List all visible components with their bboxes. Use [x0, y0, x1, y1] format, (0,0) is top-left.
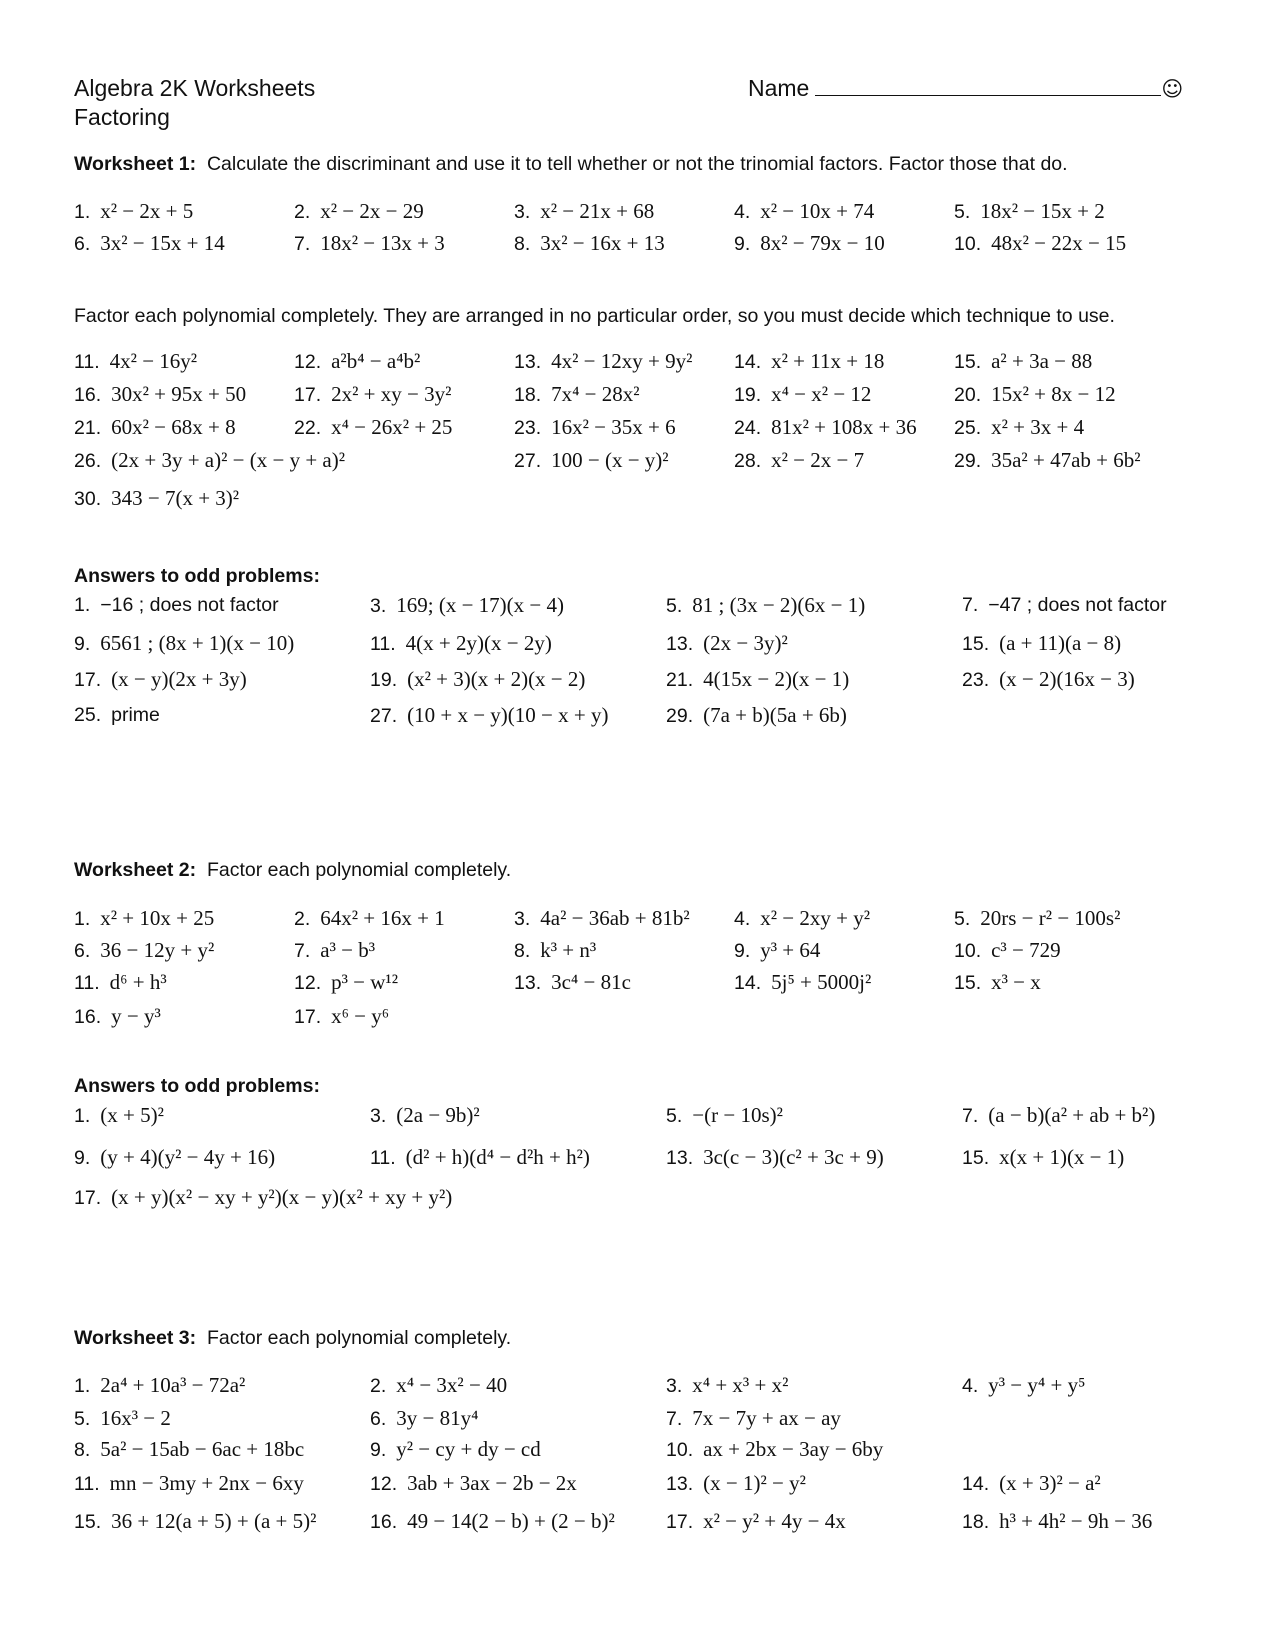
- problem-item: 17. x⁶ − y⁶: [294, 1001, 389, 1032]
- answer-expression: (2x − 3y)²: [703, 631, 788, 655]
- problem-item: 2. x⁴ − 3x² − 40: [370, 1370, 507, 1401]
- problem-expression: 18x² − 15x + 2: [980, 199, 1105, 223]
- problem-item: 15. a² + 3a − 88: [954, 346, 1092, 377]
- problem-expression: 4x² − 16y²: [109, 349, 198, 373]
- problem-item: 19. x⁴ − x² − 12: [734, 379, 871, 410]
- worksheet-1-instructions-part-2: Factor each polynomial completely. They are arranged in no particular order, so you must decide which technique to use.: [74, 305, 1115, 327]
- ws1-answers-row-3: [0, 664, 1275, 696]
- answer-expression: (x² + 3)(x + 2)(x − 2): [407, 667, 586, 691]
- answer-expression: 169; (x − 17)(x − 4): [396, 593, 565, 617]
- problem-item: 16. y − y³: [74, 1001, 161, 1032]
- problem-item: 22. x⁴ − 26x² + 25: [294, 412, 452, 443]
- answer-item: 15. x(x + 1)(x − 1): [962, 1142, 1124, 1173]
- problem-item: 7. 7x − 7y + ax − ay: [666, 1403, 841, 1434]
- problem-item: 13. (x − 1)² − y²: [666, 1468, 806, 1499]
- name-blank-line[interactable]: [815, 75, 1161, 96]
- ws1-answers-row-4: [0, 700, 1275, 732]
- problem-item: 24. 81x² + 108x + 36: [734, 412, 917, 443]
- problem-expression: 36 − 12y + y²: [100, 938, 215, 962]
- problem-expression: (2x + 3y + a)² − (x − y + a)²: [111, 448, 346, 472]
- problem-item: 13. 3c⁴ − 81c: [514, 967, 631, 998]
- problem-expression: a³ − b³: [320, 938, 376, 962]
- problem-item: 2. 64x² + 16x + 1: [294, 903, 445, 934]
- problem-item: 20. 15x² + 8x − 12: [954, 379, 1116, 410]
- problem-expression: 7x⁴ − 28x²: [551, 382, 640, 406]
- problem-item: 3. 4a² − 36ab + 81b²: [514, 903, 690, 934]
- ws2-answers-row-2: [0, 1142, 1275, 1174]
- answer-item: 29. (7a + b)(5a + 6b): [666, 700, 847, 731]
- problem-item: 6. 3y − 81y⁴: [370, 1403, 478, 1434]
- answer-item: 1. −16 ; does not factor: [74, 590, 279, 620]
- problem-expression: 3y − 81y⁴: [396, 1406, 479, 1430]
- problem-expression: (x + 3)² − a²: [999, 1471, 1101, 1495]
- worksheet-2-instructions: [74, 858, 511, 882]
- problem-item: 17. 2x² + xy − 3y²: [294, 379, 451, 410]
- problem-expression: 30x² + 95x + 50: [111, 382, 247, 406]
- problem-item: 5. 18x² − 15x + 2: [954, 196, 1105, 227]
- problem-expression: 3c⁴ − 81c: [551, 970, 631, 994]
- problem-item: 3. x² − 21x + 68: [514, 196, 654, 227]
- problem-item: 14. (x + 3)² − a²: [962, 1468, 1101, 1499]
- problem-item: 12. p³ − w¹²: [294, 967, 398, 998]
- problem-item: 14. 5j⁵ + 5000j²: [734, 967, 871, 998]
- worksheet-3-label: Worksheet 3:: [74, 1327, 197, 1349]
- problem-item: 9. y³ + 64: [734, 935, 820, 966]
- answer-expression: (x + 5)²: [100, 1103, 164, 1127]
- ws3-problems-row-4: [0, 1468, 1275, 1500]
- problem-item: 16. 30x² + 95x + 50: [74, 379, 246, 410]
- problem-expression: 64x² + 16x + 1: [320, 906, 445, 930]
- smiley-icon: ☺: [1161, 77, 1184, 101]
- problem-expression: x² − 2x − 29: [320, 199, 424, 223]
- problem-item: 8. k³ + n³: [514, 935, 596, 966]
- worksheet-3-instructions: [74, 1326, 511, 1350]
- answer-expression: 3c(c − 3)(c² + 3c + 9): [703, 1145, 884, 1169]
- answer-expression: 4(x + 2y)(x − 2y): [405, 631, 552, 655]
- answer-item: 1. (x + 5)²: [74, 1100, 164, 1131]
- problem-item: 18. 7x⁴ − 28x²: [514, 379, 640, 410]
- answer-item: 7. −47 ; does not factor: [962, 590, 1167, 620]
- answer-expression: x(x + 1)(x − 1): [999, 1145, 1125, 1169]
- problem-item: 17. x² − y² + 4y − 4x: [666, 1506, 846, 1537]
- ws2-problems-row-3: [0, 967, 1275, 999]
- problem-item: 7. 18x² − 13x + 3: [294, 228, 445, 259]
- answer-item: 13. 3c(c − 3)(c² + 3c + 9): [666, 1142, 884, 1173]
- problem-expression: x² − y² + 4y − 4x: [703, 1509, 846, 1533]
- ws2-problems-row-1: [0, 903, 1275, 935]
- problem-expression: y³ − y⁴ + y⁵: [988, 1373, 1086, 1397]
- problem-expression: x² − 21x + 68: [540, 199, 655, 223]
- problem-expression: 2a⁴ + 10a³ − 72a²: [100, 1373, 246, 1397]
- problem-expression: 8x² − 79x − 10: [760, 231, 885, 255]
- problem-item: 14. x² + 11x + 18: [734, 346, 884, 377]
- problem-expression: 18x² − 13x + 3: [320, 231, 445, 255]
- answer-item: 27. (10 + x − y)(10 − x + y): [370, 700, 608, 731]
- ws2-problems-row-4: [0, 1001, 1275, 1033]
- problem-item: 4. x² − 2xy + y²: [734, 903, 870, 934]
- problem-item: 1. x² + 10x + 25: [74, 903, 214, 934]
- problem-expression: 15x² + 8x − 12: [991, 382, 1116, 406]
- answer-expression: prime: [111, 704, 160, 726]
- problem-expression: x² − 2xy + y²: [760, 906, 871, 930]
- answer-expression: −47 ; does not factor: [988, 594, 1167, 616]
- title-line-2: Factoring: [74, 104, 170, 130]
- worksheet-1-instructions: [74, 152, 1068, 176]
- problem-item: 1. x² − 2x + 5: [74, 196, 193, 227]
- answer-item: 15. (a + 11)(a − 8): [962, 628, 1121, 659]
- worksheet-2-label: Worksheet 2:: [74, 859, 197, 881]
- problem-expression: p³ − w¹²: [331, 970, 399, 994]
- problem-expression: x⁴ − 26x² + 25: [331, 415, 453, 439]
- problem-expression: 5j⁵ + 5000j²: [771, 970, 872, 994]
- problem-item: 7. a³ − b³: [294, 935, 375, 966]
- ws1-problems-row-3: [0, 346, 1275, 378]
- answer-expression: 4(15x − 2)(x − 1): [703, 667, 850, 691]
- ws1-problems-row-5: [0, 412, 1275, 444]
- problem-item: 10. ax + 2bx − 3ay − 6by: [666, 1434, 883, 1465]
- problem-expression: 20rs − r² − 100s²: [980, 906, 1121, 930]
- ws2-answers-row-3: [0, 1182, 1275, 1214]
- problem-expression: x⁴ − 3x² − 40: [396, 1373, 508, 1397]
- problem-item: 8. 3x² − 16x + 13: [514, 228, 665, 259]
- name-label: Name: [748, 75, 810, 101]
- worksheet-3-instruction-text: Factor each polynomial completely.: [206, 1327, 512, 1349]
- problem-expression: mn − 3my + 2nx − 6xy: [109, 1471, 304, 1495]
- ws3-problems-row-5: [0, 1506, 1275, 1538]
- problem-item: 6. 3x² − 15x + 14: [74, 228, 225, 259]
- problem-item: 9. 8x² − 79x − 10: [734, 228, 885, 259]
- problem-expression: y² − cy + dy − cd: [396, 1437, 541, 1461]
- problem-item: 25. x² + 3x + 4: [954, 412, 1084, 443]
- problem-expression: d⁶ + h³: [109, 970, 167, 994]
- answer-item: 3. 169; (x − 17)(x − 4): [370, 590, 564, 621]
- problem-expression: 3x² − 15x + 14: [100, 231, 225, 255]
- ws1-problems-row-4: [0, 379, 1275, 411]
- answer-item: 17. (x − y)(2x + 3y): [74, 664, 247, 695]
- ws2-answers-row-1: [0, 1100, 1275, 1132]
- problem-expression: 7x − 7y + ax − ay: [692, 1406, 841, 1430]
- problem-expression: h³ + 4h² − 9h − 36: [999, 1509, 1153, 1533]
- answer-item: 11. (d² + h)(d⁴ − d²h + h²): [370, 1142, 590, 1173]
- answer-expression: (7a + b)(5a + 6b): [703, 703, 847, 727]
- problem-item: 29. 35a² + 47ab + 6b²: [954, 445, 1141, 476]
- problem-item: 11. d⁶ + h³: [74, 967, 167, 998]
- worksheet-2-instruction-text: Factor each polynomial completely.: [206, 859, 512, 881]
- answer-item: 21. 4(15x − 2)(x − 1): [666, 664, 849, 695]
- answer-item: 11. 4(x + 2y)(x − 2y): [370, 628, 552, 659]
- worksheet-1-instruction-text: Calculate the discriminant and use it to tell whether or not the trinomial factors. Factor those that do.: [206, 153, 1068, 175]
- problem-expression: 3ab + 3ax − 2b − 2x: [407, 1471, 577, 1495]
- problem-expression: x² − 10x + 74: [760, 199, 875, 223]
- problem-expression: x² − 2x + 5: [100, 199, 194, 223]
- problem-item: 9. y² − cy + dy − cd: [370, 1434, 541, 1465]
- problem-item: 30. 343 − 7(x + 3)²: [74, 483, 239, 514]
- problem-expression: 343 − 7(x + 3)²: [111, 486, 240, 510]
- title-line-1: Algebra 2K Worksheets: [74, 75, 316, 101]
- problem-item: 23. 16x² − 35x + 6: [514, 412, 676, 443]
- problem-expression: x² + 11x + 18: [771, 349, 885, 373]
- problem-expression: a² + 3a − 88: [991, 349, 1093, 373]
- answer-item: 13. (2x − 3y)²: [666, 628, 788, 659]
- answer-expression: (a − b)(a² + ab + b²): [988, 1103, 1156, 1127]
- problem-item: 4. y³ − y⁴ + y⁵: [962, 1370, 1085, 1401]
- problem-expression: a²b⁴ − a⁴b²: [331, 349, 421, 373]
- answer-expression: (2a − 9b)²: [396, 1103, 480, 1127]
- answer-item: 5. −(r − 10s)²: [666, 1100, 783, 1131]
- problem-expression: 2x² + xy − 3y²: [331, 382, 452, 406]
- name-field[interactable]: [748, 74, 1183, 104]
- problem-item: 15. x³ − x: [954, 967, 1041, 998]
- problem-expression: 5a² − 15ab − 6ac + 18bc: [100, 1437, 305, 1461]
- problem-expression: 3x² − 16x + 13: [540, 231, 665, 255]
- answer-expression: (x − 2)(16x − 3): [999, 667, 1135, 691]
- problem-expression: x⁶ − y⁶: [331, 1004, 390, 1028]
- problem-expression: x³ − x: [991, 970, 1041, 994]
- answer-item: 9. (y + 4)(y² − 4y + 16): [74, 1142, 275, 1173]
- answer-expression: 6561 ; (8x + 1)(x − 10): [100, 631, 295, 655]
- answer-item: 7. (a − b)(a² + ab + b²): [962, 1100, 1155, 1131]
- problem-item: 12. a²b⁴ − a⁴b²: [294, 346, 420, 377]
- problem-item: 11. 4x² − 16y²: [74, 346, 197, 377]
- answer-expression: 81 ; (3x − 2)(6x − 1): [692, 593, 866, 617]
- answer-item: 25. prime: [74, 700, 160, 730]
- problem-expression: 100 − (x − y)²: [551, 448, 669, 472]
- problem-item: 8. 5a² − 15ab − 6ac + 18bc: [74, 1434, 304, 1465]
- problem-item: 5. 20rs − r² − 100s²: [954, 903, 1120, 934]
- ws3-problems-row-3: [0, 1434, 1275, 1466]
- problem-expression: (x − 1)² − y²: [703, 1471, 806, 1495]
- worksheet-1-label: Worksheet 1:: [74, 153, 197, 175]
- ws1-problems-row-6: [0, 445, 1275, 477]
- answer-item: 5. 81 ; (3x − 2)(6x − 1): [666, 590, 865, 621]
- problem-item: 27. 100 − (x − y)²: [514, 445, 669, 476]
- problem-expression: 4x² − 12xy + 9y²: [551, 349, 693, 373]
- ws1-problems-row-7: [0, 483, 1275, 515]
- problem-expression: c³ − 729: [991, 938, 1061, 962]
- answer-expression: (10 + x − y)(10 − x + y): [407, 703, 609, 727]
- answer-expression: −16 ; does not factor: [100, 594, 279, 616]
- problem-expression: 4a² − 36ab + 81b²: [540, 906, 690, 930]
- problem-expression: x² + 3x + 4: [991, 415, 1085, 439]
- document-title: [74, 74, 315, 132]
- problem-item: 4. x² − 10x + 74: [734, 196, 874, 227]
- problem-item: 18. h³ + 4h² − 9h − 36: [962, 1506, 1152, 1537]
- problem-expression: x² + 10x + 25: [100, 906, 215, 930]
- problem-item: 10. c³ − 729: [954, 935, 1061, 966]
- problem-expression: 81x² + 108x + 36: [771, 415, 917, 439]
- problem-item: 21. 60x² − 68x + 8: [74, 412, 236, 443]
- answer-expression: (d² + h)(d⁴ − d²h + h²): [405, 1145, 590, 1169]
- problem-expression: 16x² − 35x + 6: [551, 415, 676, 439]
- problem-expression: 49 − 14(2 − b) + (2 − b)²: [407, 1509, 615, 1533]
- answer-item: 19. (x² + 3)(x + 2)(x − 2): [370, 664, 585, 695]
- ws1-problems-row-2: [0, 228, 1275, 260]
- ws3-problems-row-2: [0, 1403, 1275, 1435]
- ws1-problems-row-1: [0, 196, 1275, 228]
- problem-expression: k³ + n³: [540, 938, 597, 962]
- answer-item: 3. (2a − 9b)²: [370, 1100, 480, 1131]
- problem-item: 12. 3ab + 3ax − 2b − 2x: [370, 1468, 577, 1499]
- answer-item: 9. 6561 ; (8x + 1)(x − 10): [74, 628, 294, 659]
- problem-expression: 48x² − 22x − 15: [991, 231, 1127, 255]
- problem-expression: y³ + 64: [760, 938, 821, 962]
- answer-expression: −(r − 10s)²: [692, 1103, 783, 1127]
- problem-expression: 36 + 12(a + 5) + (a + 5)²: [111, 1509, 317, 1533]
- problem-item: 13. 4x² − 12xy + 9y²: [514, 346, 692, 377]
- problem-item: 26. (2x + 3y + a)² − (x − y + a)²: [74, 445, 345, 476]
- problem-expression: 60x² − 68x + 8: [111, 415, 236, 439]
- problem-item: 16. 49 − 14(2 − b) + (2 − b)²: [370, 1506, 615, 1537]
- ws3-problems-row-1: [0, 1370, 1275, 1402]
- answer-expression: (x + y)(x² − xy + y²)(x − y)(x² + xy + y²): [111, 1185, 453, 1209]
- problem-expression: y − y³: [111, 1004, 161, 1028]
- problem-expression: 16x³ − 2: [100, 1406, 171, 1430]
- ws1-answers-heading: Answers to odd problems:: [74, 565, 320, 587]
- problem-item: 5. 16x³ − 2: [74, 1403, 171, 1434]
- answer-expression: (y + 4)(y² − 4y + 16): [100, 1145, 276, 1169]
- problem-expression: x² − 2x − 7: [771, 448, 865, 472]
- answer-item: 17. (x + y)(x² − xy + y²)(x − y)(x² + xy + y²): [74, 1182, 452, 1213]
- problem-expression: 35a² + 47ab + 6b²: [991, 448, 1141, 472]
- answer-expression: (x − y)(2x + 3y): [111, 667, 247, 691]
- ws1-answers-row-2: [0, 628, 1275, 660]
- problem-item: 3. x⁴ + x³ + x²: [666, 1370, 788, 1401]
- problem-item: 28. x² − 2x − 7: [734, 445, 864, 476]
- ws1-answers-row-1: [0, 590, 1275, 622]
- answer-expression: (a + 11)(a − 8): [999, 631, 1122, 655]
- ws2-answers-heading: Answers to odd problems:: [74, 1075, 320, 1097]
- problem-item: 2. x² − 2x − 29: [294, 196, 424, 227]
- answer-item: 23. (x − 2)(16x − 3): [962, 664, 1135, 695]
- problem-item: 11. mn − 3my + 2nx − 6xy: [74, 1468, 304, 1499]
- problem-item: 15. 36 + 12(a + 5) + (a + 5)²: [74, 1506, 316, 1537]
- problem-expression: ax + 2bx − 3ay − 6by: [703, 1437, 884, 1461]
- problem-item: 1. 2a⁴ + 10a³ − 72a²: [74, 1370, 245, 1401]
- ws2-problems-row-2: [0, 935, 1275, 967]
- problem-item: 10. 48x² − 22x − 15: [954, 228, 1126, 259]
- problem-expression: x⁴ + x³ + x²: [692, 1373, 789, 1397]
- problem-expression: x⁴ − x² − 12: [771, 382, 872, 406]
- problem-item: 6. 36 − 12y + y²: [74, 935, 214, 966]
